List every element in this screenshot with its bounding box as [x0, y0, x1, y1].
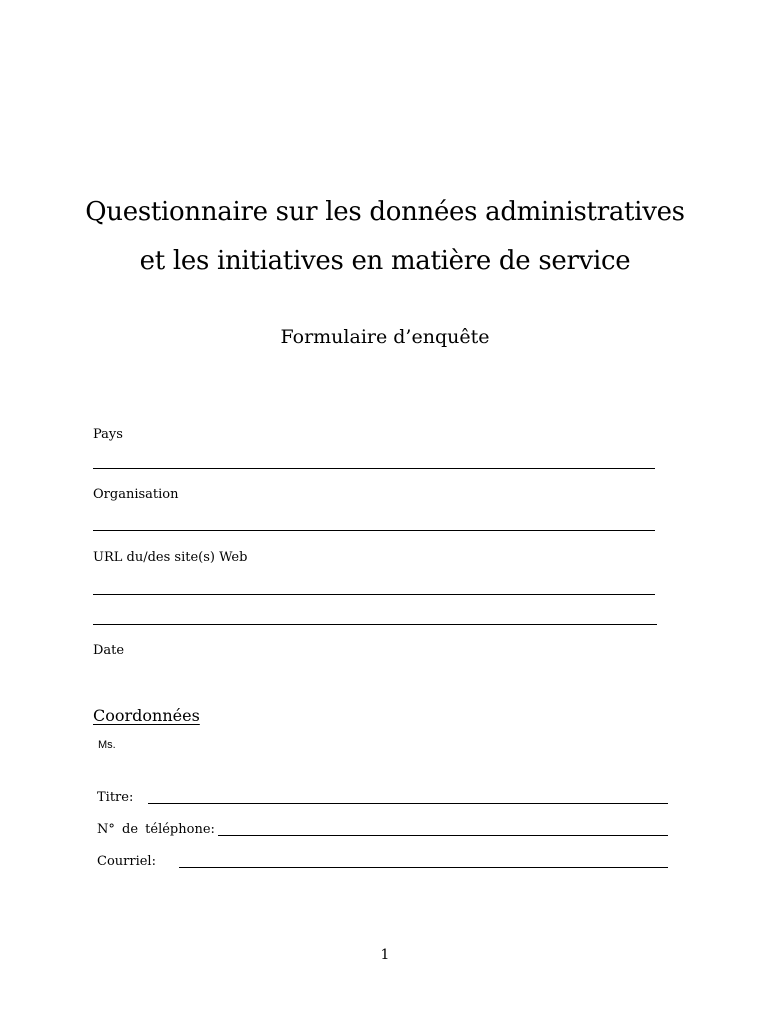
url-label: URL du/des site(s) Web	[93, 550, 248, 565]
telephone-label: N° de téléphone:	[97, 822, 215, 837]
page-number: 1	[380, 947, 390, 963]
pays-answer-line[interactable]	[93, 468, 655, 469]
telephone-answer-line[interactable]	[218, 835, 668, 836]
url-answer-line-1[interactable]	[93, 594, 655, 595]
salutation-text: Ms.	[98, 739, 116, 751]
courriel-label: Courriel:	[97, 854, 156, 869]
document-title-line-2: et les initiatives en matière de service	[139, 246, 631, 276]
url-answer-line-2[interactable]	[93, 624, 657, 625]
document-title-line-1: Questionnaire sur les données administratives	[85, 197, 685, 227]
titre-answer-line[interactable]	[148, 803, 668, 804]
pays-label: Pays	[93, 427, 123, 442]
document-subtitle: Formulaire d’enquête	[280, 326, 490, 348]
organisation-answer-line[interactable]	[93, 530, 655, 531]
titre-label: Titre:	[97, 790, 134, 805]
contact-section-heading: Coordonnées	[93, 706, 200, 725]
courriel-answer-line[interactable]	[179, 867, 668, 868]
organisation-label: Organisation	[93, 487, 179, 502]
date-label: Date	[93, 643, 125, 658]
